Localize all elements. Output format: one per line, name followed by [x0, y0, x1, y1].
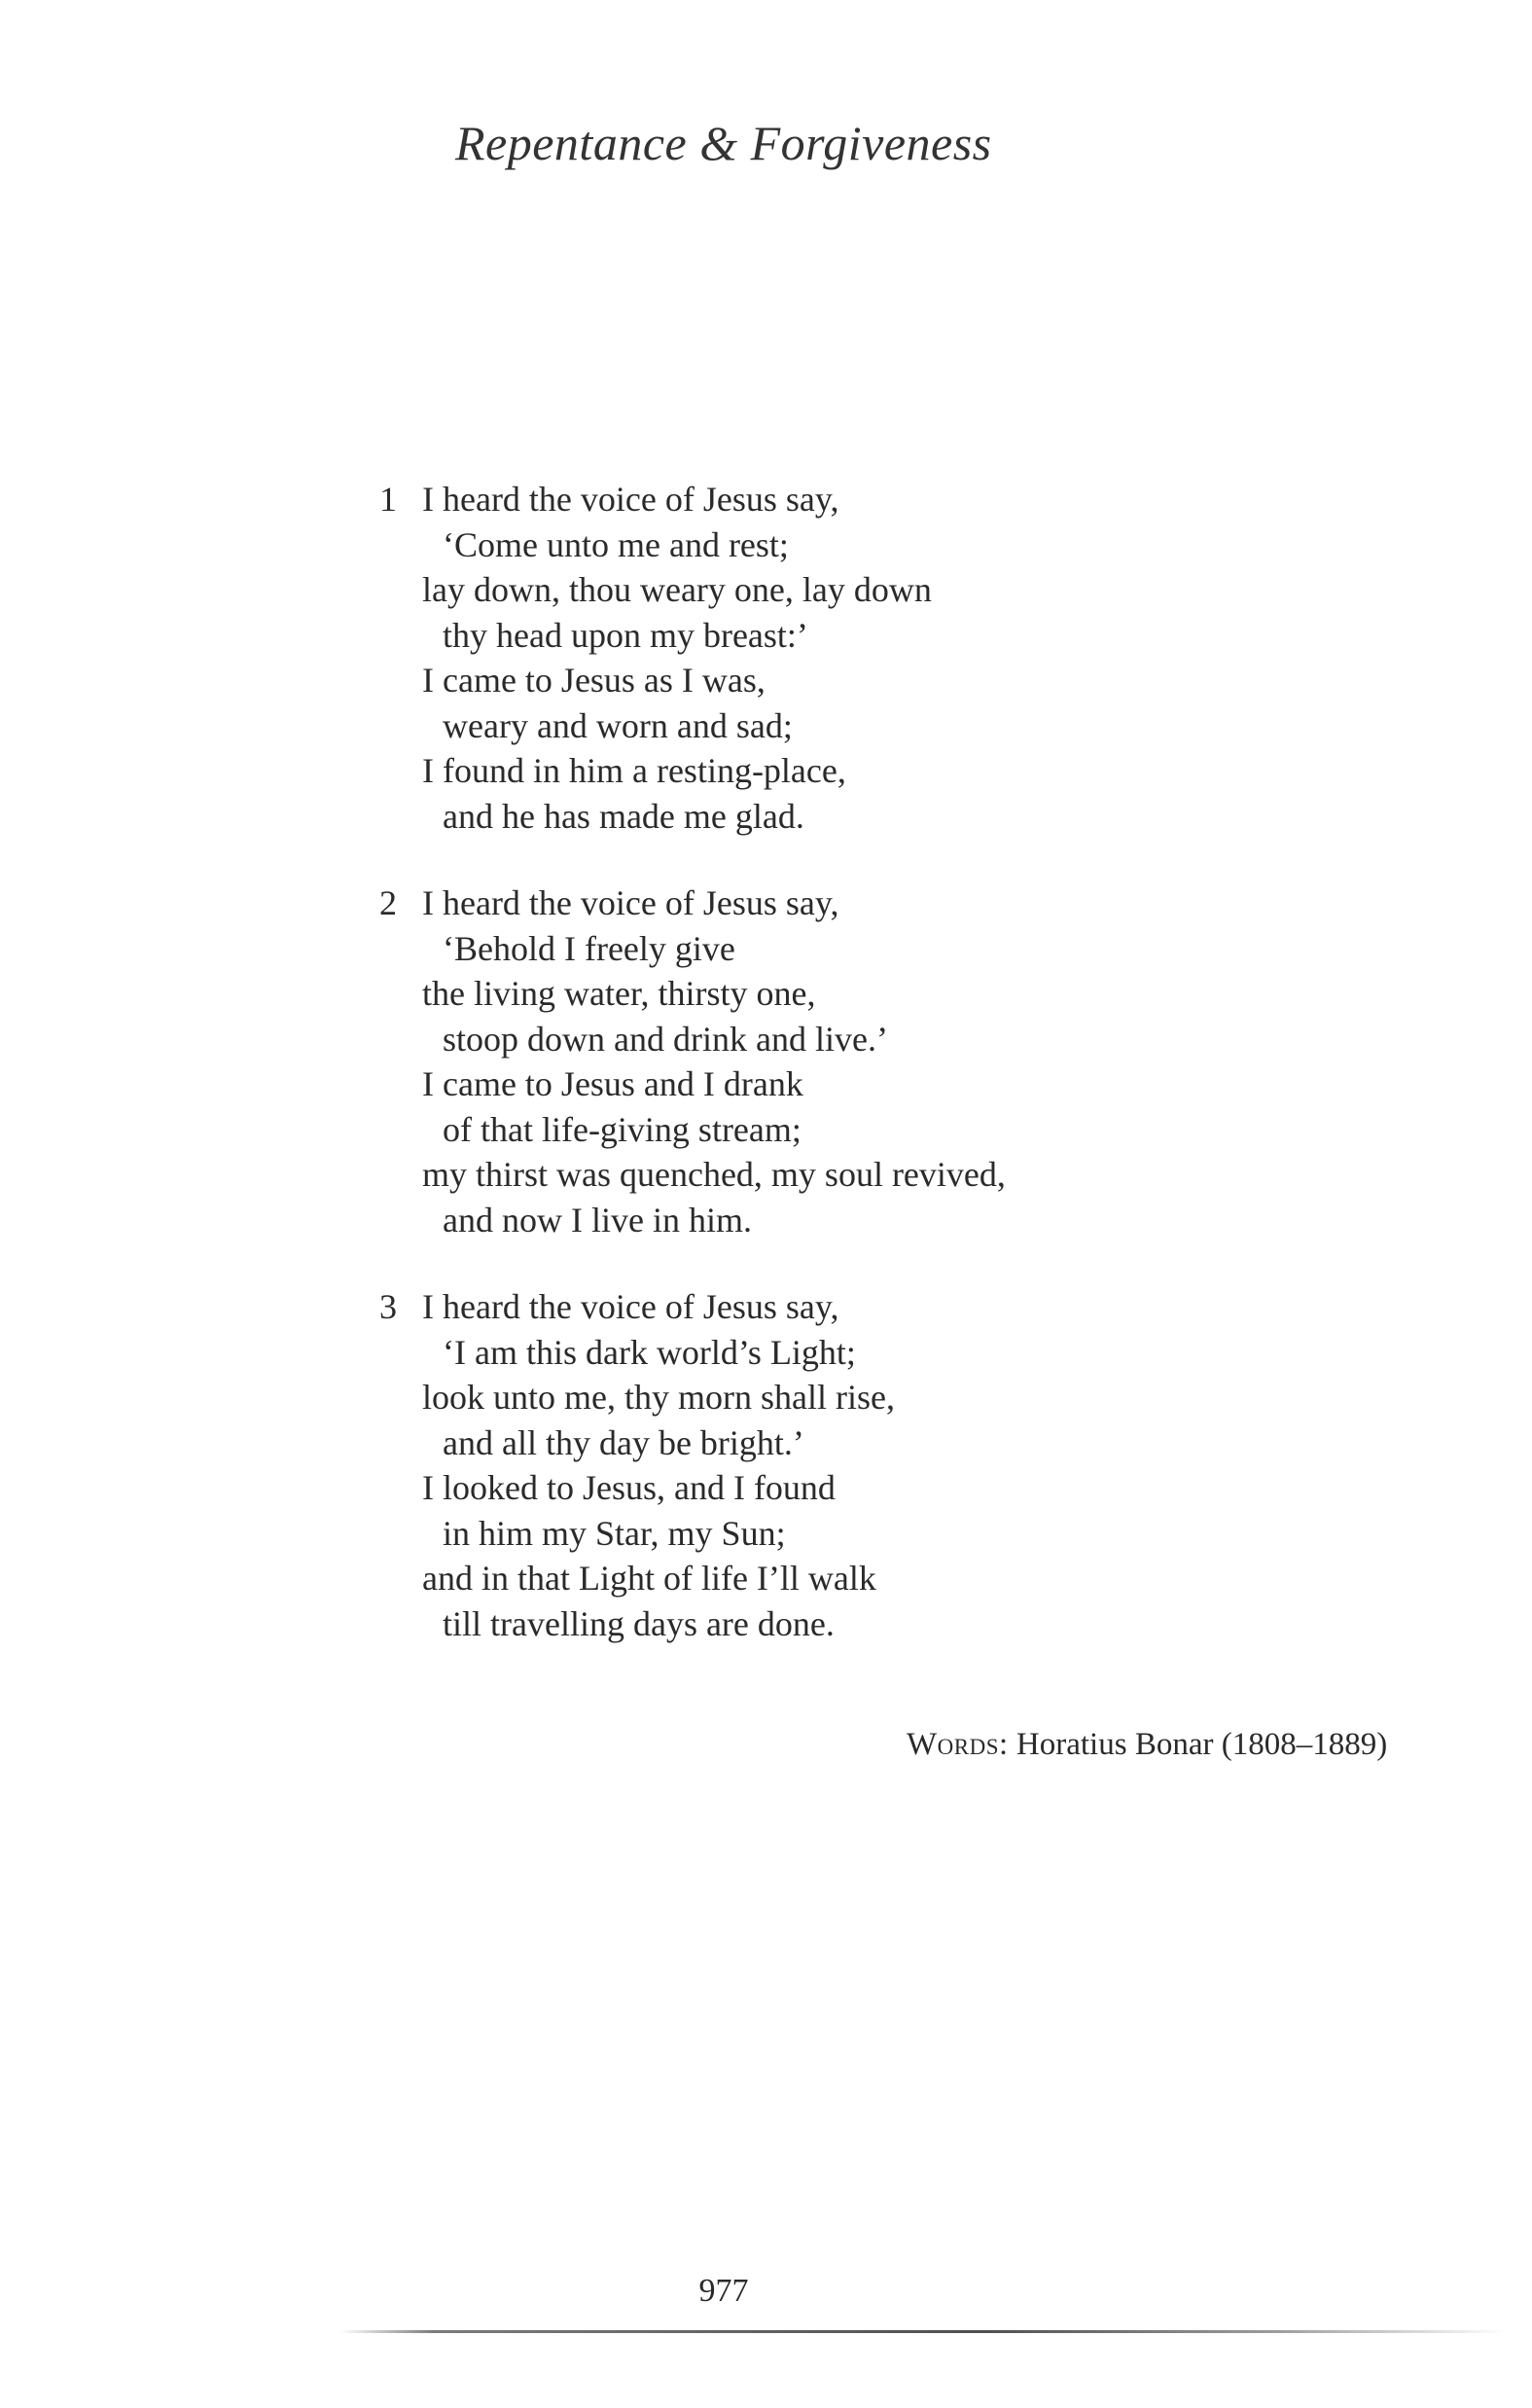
verse-line: I found in him a resting-place, [422, 751, 846, 790]
verse-line: stoop down and drink and live.’ [443, 1019, 888, 1059]
verse-line: weary and worn and sad; [443, 705, 793, 745]
verse-lines [422, 881, 1243, 1242]
verse-line: I came to Jesus and I drank [422, 1064, 803, 1103]
verse-line: look unto me, thy morn shall rise, [422, 1378, 895, 1417]
verse [368, 881, 1243, 1242]
verse-line: I looked to Jesus, and I found [422, 1468, 836, 1507]
section-title: Repentance & Forgiveness [455, 116, 992, 170]
verse-line: I came to Jesus as I was, [422, 661, 766, 700]
verse-number: 3 [379, 1287, 397, 1326]
verse-line: of that life-giving stream; [443, 1109, 802, 1149]
words-attribution [907, 1727, 1387, 1763]
bottom-rule [340, 2330, 1508, 2333]
verse-line: my thirst was quenched, my soul revived, [422, 1155, 1006, 1194]
verse-line: I heard the voice of Jesus say, [422, 1287, 839, 1326]
verse-line: thy head upon my breast:’ [443, 615, 808, 655]
verse-lines [422, 477, 1243, 839]
verse-line: and all thy day be bright.’ [443, 1422, 804, 1462]
verse-lines [422, 1284, 1243, 1646]
verse-line: in him my Star, my Sun; [443, 1513, 786, 1553]
attribution-label: Words: [907, 1727, 1009, 1762]
verse-line: till travelling days are done. [443, 1603, 835, 1643]
verse-line: lay down, thou weary one, lay down [422, 570, 932, 609]
verse-line: the living water, thirsty one, [422, 974, 816, 1013]
verse-line: and now I live in him. [443, 1200, 752, 1240]
verse-line: ‘I am this dark world’s Light; [443, 1332, 856, 1372]
verse-line: I heard the voice of Jesus say, [422, 883, 839, 922]
verse-line: ‘Come unto me and rest; [443, 524, 789, 564]
verse [368, 1284, 1243, 1646]
verse-line: ‘Behold I freely give [443, 928, 735, 968]
verse-line: and he has made me glad. [443, 796, 804, 836]
attribution-author: Horatius Bonar (1808–1889) [1008, 1727, 1388, 1762]
verse-number: 1 [379, 480, 397, 519]
verse-number: 2 [379, 883, 397, 922]
hymn-text [368, 477, 1243, 1688]
verse-line: I heard the voice of Jesus say, [422, 480, 839, 519]
verse-line: and in that Light of life I’ll walk [422, 1559, 876, 1598]
page-number: 977 [698, 2273, 749, 2309]
verse [368, 477, 1243, 839]
